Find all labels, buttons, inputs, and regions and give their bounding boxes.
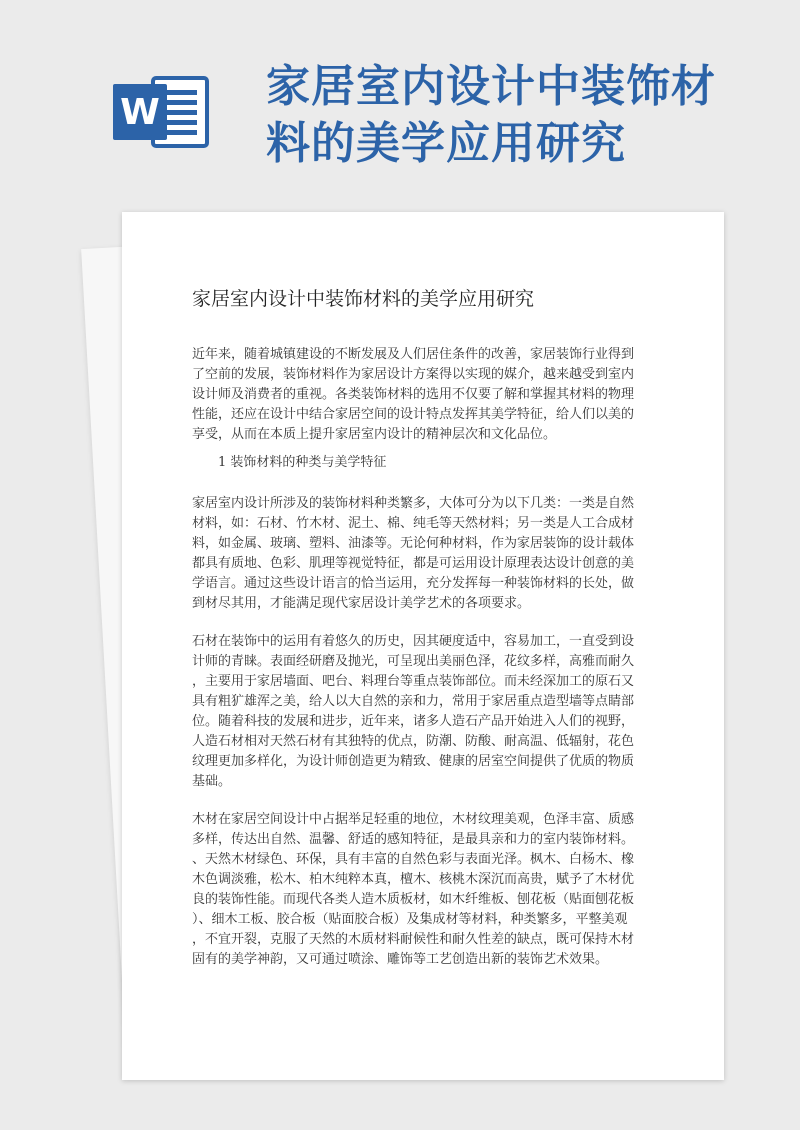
text-line: 计师的青睐。表面经研磨及抛光，可呈现出美丽色泽，花纹多样，高雅而耐久: [192, 654, 635, 669]
banner-title-line: 料的美学应用研究: [266, 118, 626, 169]
paragraph-materials: [192, 494, 652, 614]
intro-paragraph: [192, 345, 652, 445]
text-line: 具有粗犷雄浑之美，给人以大自然的亲和力，常用于家居重点造型墙等点睛部: [192, 694, 635, 709]
section-heading: 1 装饰材料的种类与美学特征: [218, 455, 387, 470]
text-line: 设计师及消费者的重视。各类装饰材料的选用不仅要了解和掌握其材料的物理: [192, 387, 635, 402]
word-logo: [113, 72, 213, 152]
text-line: ，主要用于家居墙面、吧台、料理台等重点装饰部位。而未经深加工的原石又: [192, 674, 635, 689]
text-line: 人造石材相对天然石材有其独特的优点，防潮、防酸、耐高温、低辐射，花色: [192, 734, 635, 749]
text-line: 材料，如：石材、竹木材、泥土、棉、纯毛等天然材料；另一类是人工合成材: [192, 516, 635, 531]
text-line: 木色调淡雅，松木、柏木纯粹本真，檀木、核桃木深沉而高贵，赋予了木材优: [192, 872, 635, 887]
text-line: 木材在家居空间设计中占据举足轻重的地位，木材纹理美观，色泽丰富、质感: [192, 812, 635, 827]
text-line: 石材在装饰中的运用有着悠久的历史，因其硬度适中，容易加工，一直受到设: [192, 634, 635, 649]
text-line: 到材尽其用，才能满足现代家居设计美学艺术的各项要求。: [192, 596, 531, 611]
banner-title-line: 家居室内设计中装饰材: [266, 61, 716, 112]
text-line: 都具有质地、色彩、肌理等视觉特征，都是可运用设计原理表达设计创意的美: [192, 556, 635, 571]
banner-title: [266, 58, 766, 172]
paragraph-wood: [192, 810, 652, 970]
text-line: 性能，还应在设计中结合家居空间的设计特点发挥其美学特征，给人们以美的: [192, 407, 635, 422]
text-line: 料，如金属、玻璃、塑料、油漆等。无论何种材料，作为家居装饰的设计载体: [192, 536, 635, 551]
text-line: 近年来，随着城镇建设的不断发展及人们居住条件的改善，家居装饰行业得到: [192, 347, 635, 362]
word-document-icon: [113, 72, 213, 152]
text-line: ，不宜开裂，克服了天然的木质材料耐候性和耐久性差的缺点，既可保持木材: [192, 932, 635, 947]
document-page: [122, 212, 724, 1080]
text-line: 位。随着科技的发展和进步，近年来，诸多人造石产品开始进入人们的视野，: [192, 714, 635, 729]
text-line: ）、细木工板、胶合板（贴面胶合板）及集成材等材料，种类繁多，平整美观: [192, 912, 628, 927]
text-line: 、天然木材绿色、环保，具有丰富的自然色彩与表面光泽。枫木、白杨木、橡: [192, 852, 635, 867]
text-line: 家居室内设计所涉及的装饰材料种类繁多，大体可分为以下几类：一类是自然: [192, 496, 635, 511]
paragraph-stone: [192, 632, 652, 792]
text-line: 了空前的发展，装饰材料作为家居设计方案得以实现的媒介，越来越受到室内: [192, 367, 635, 382]
text-line: 纹理更加多样化，为设计师创造更为精致、健康的居室空间提供了优质的物质: [192, 754, 635, 769]
text-line: 良的装饰性能。而现代各类人造木质板材，如木纤维板、刨花板（贴面刨花板: [192, 892, 635, 907]
text-line: 享受，从而在本质上提升家居室内设计的精神层次和文化品位。: [192, 427, 557, 442]
text-line: 学语言。通过这些设计语言的恰当运用，充分发挥每一种装饰材料的长处，做: [192, 576, 635, 591]
text-line: 固有的美学神韵，又可通过喷涂、雕饰等工艺创造出新的装饰艺术效果。: [192, 952, 609, 967]
text-line: 多样，传达出自然、温馨、舒适的感知特征，是最具亲和力的室内装饰材料。: [192, 832, 635, 847]
text-line: 基础。: [192, 774, 232, 789]
logo-letter: W: [120, 92, 160, 133]
document-title: 家居室内设计中装饰材料的美学应用研究: [192, 288, 535, 310]
